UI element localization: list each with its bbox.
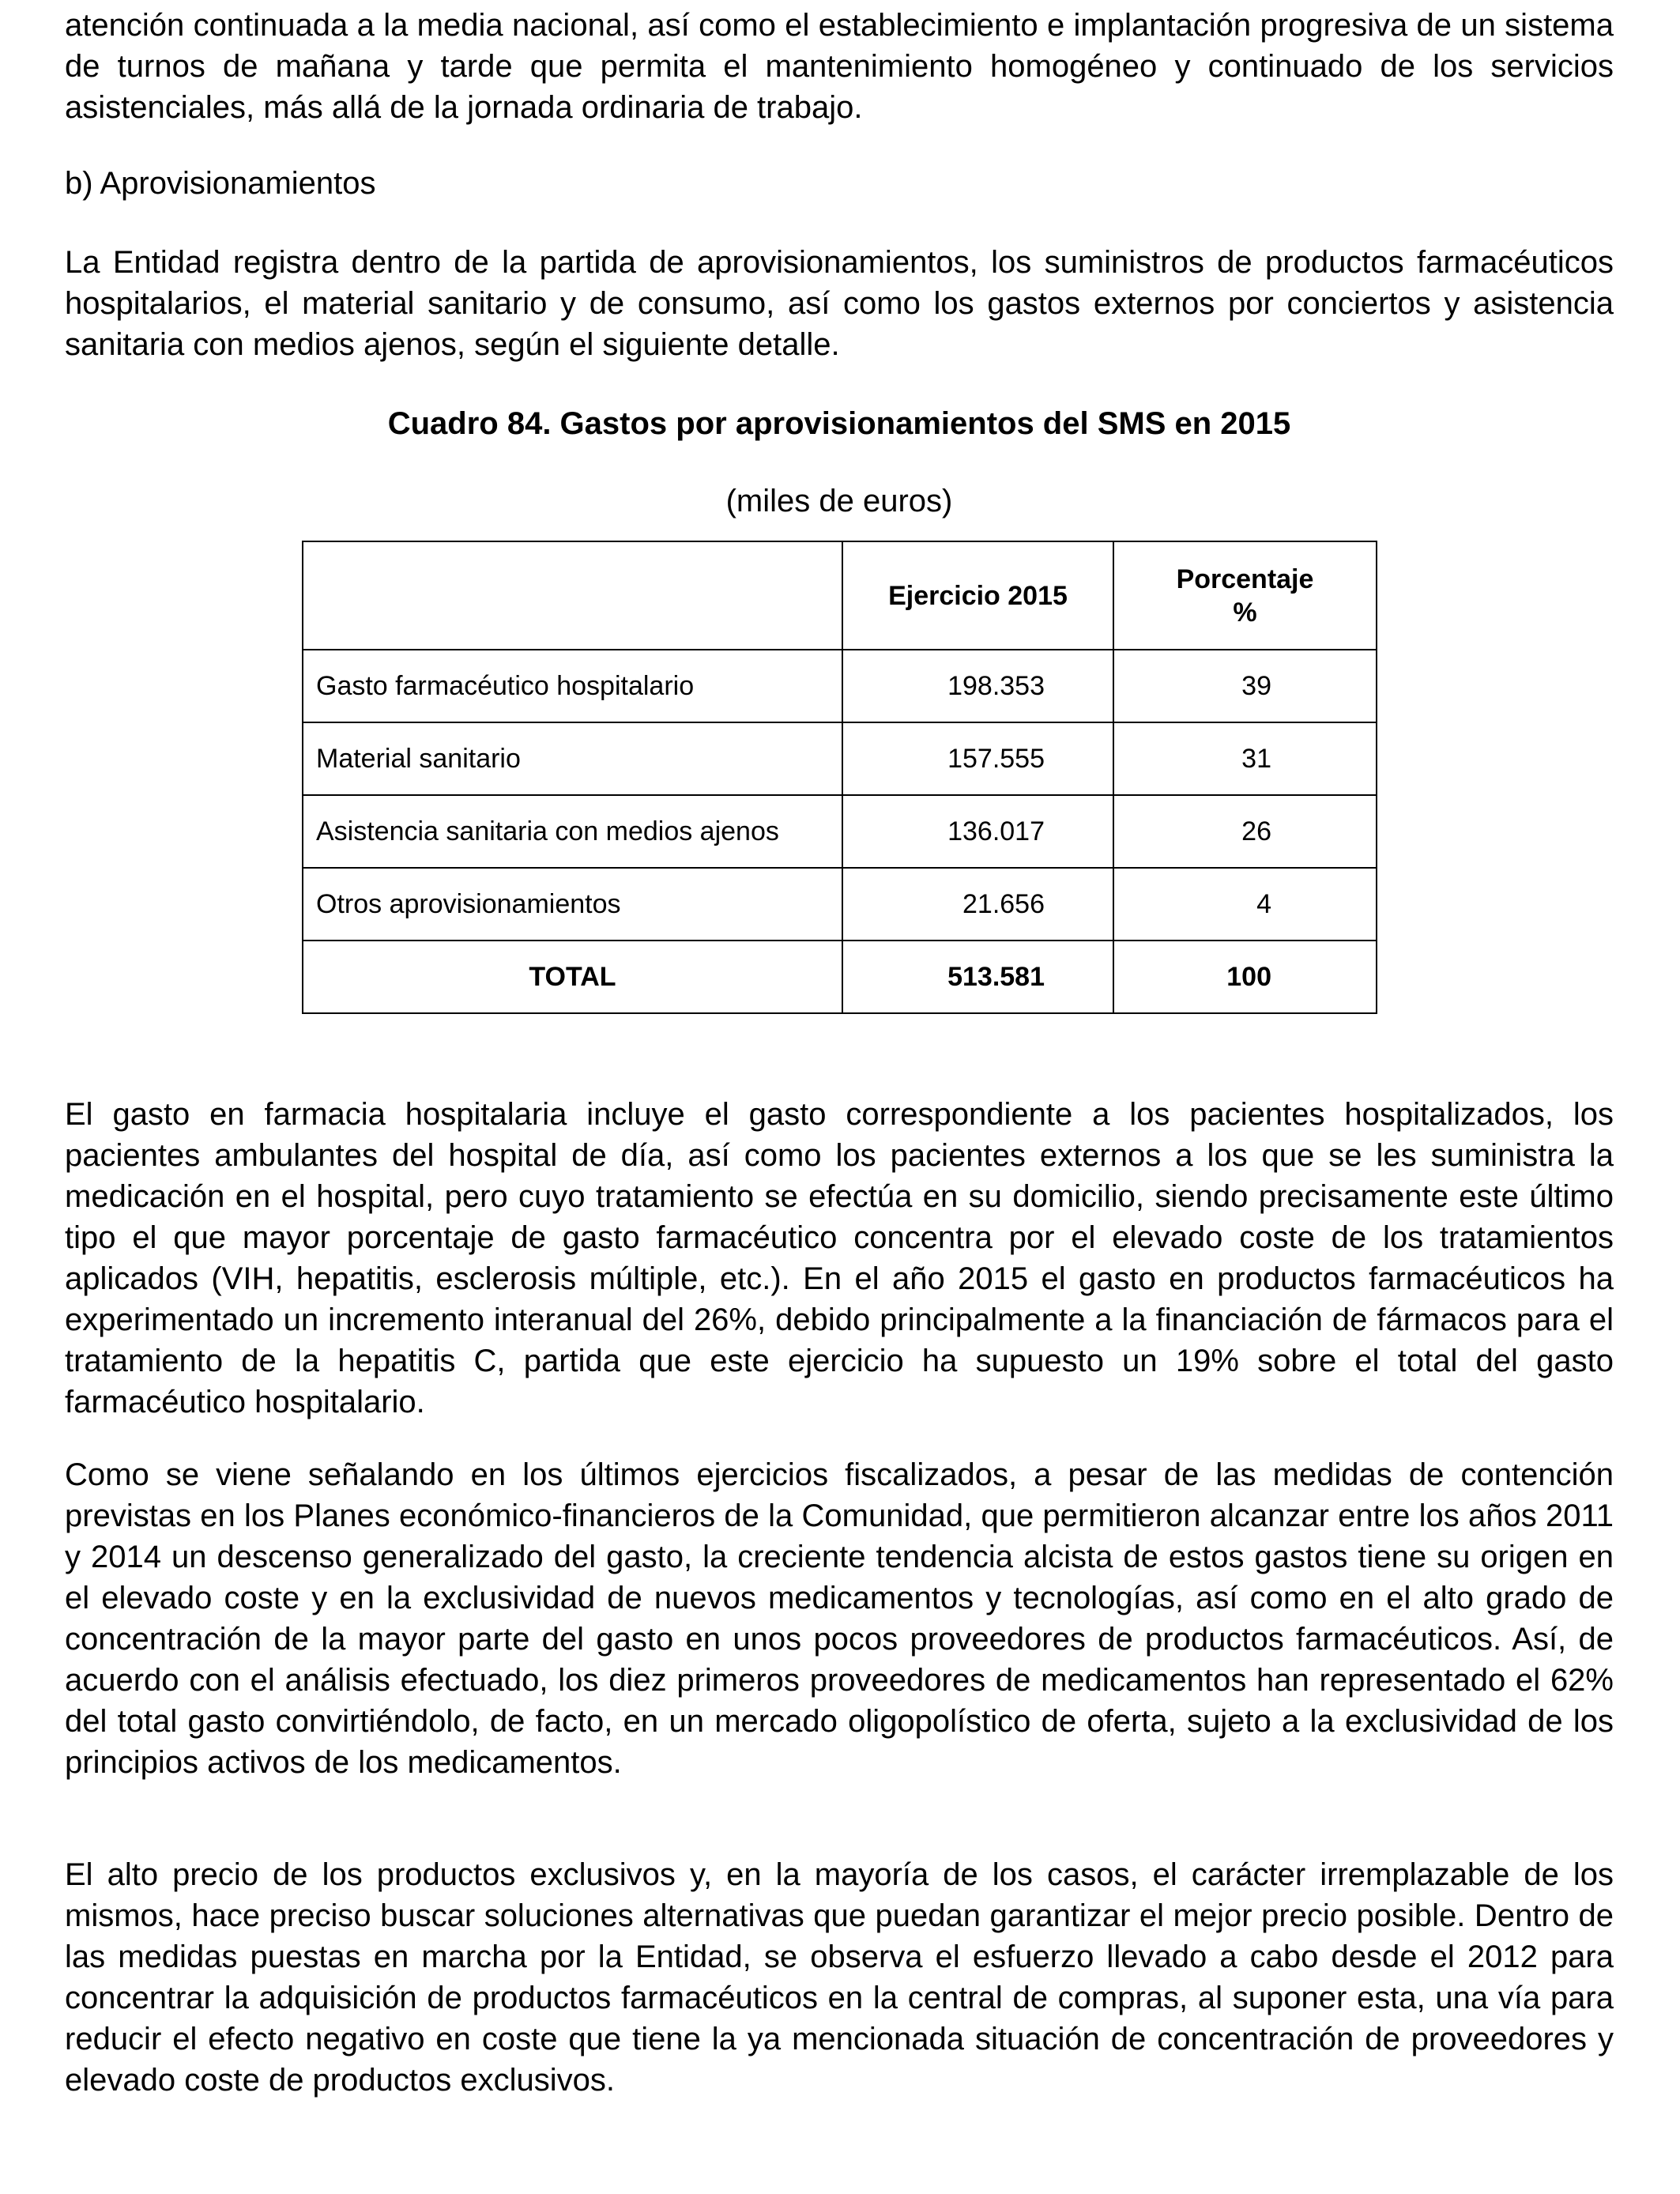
- paragraph-aprovisionamientos: La Entidad registra dentro de la partida de aprovisionamientos, los suministros de productos farmacéuticos hospitalarios, el material sanitario y de consumo, así como los gastos externos por conciertos y asistencia sanitaria con medios ajenos, según el siguiente detalle.: [65, 245, 1614, 362]
- paragraph-precio: El alto precio de los productos exclusivos y, en la mayoría de los casos, el carácter irremplazable de los mismos, hace preciso buscar soluciones alternativas que puedan garantizar el mejor precio posible. Dentro de las medidas puestas en marcha por la Entidad, se observa el esfuerzo llevado a cabo desde el 2012 para concentrar la adquisición de productos farmacéuticos en la central de compras, al suponer esta, una vía para reducir el efecto negativo en coste que tiene la ya mencionada situación de concentración de proveedores y elevado coste de productos exclusivos.: [65, 1857, 1614, 2098]
- header-porcentaje-label: Porcentaje %: [1176, 564, 1314, 628]
- table-subtitle: (miles de euros): [725, 484, 953, 518]
- table-title: Cuadro 84. Gastos por aprovisionamientos del SMS en 2015: [387, 406, 1291, 441]
- row-label: Otros aprovisionamientos: [303, 868, 842, 941]
- paragraph-intro: atención continuada a la media nacional, así como el establecimiento e implantación progresiva de un sistema de turnos de mañana y tarde que permita el mantenimiento homogéneo y continuado de los servicios asistenciales, más allá de la jornada ordinaria de trabajo.: [65, 8, 1614, 125]
- row-ejercicio: 21.656: [842, 868, 1113, 941]
- row-porcentaje: 26: [1113, 795, 1377, 868]
- header-porcentaje: [1113, 541, 1377, 650]
- paragraph-ejercicios: Como se viene señalando en los últimos ejercicios fiscalizados, a pesar de las medidas de contención previstas en los Planes económico-financieros de la Comunidad, que permitieron alcanzar entre los años 2011 y 2014 un descenso generalizado del gasto, la creciente tendencia alcista de estos gastos tiene su origen en el elevado coste y en la exclusividad de nuevos medicamentos y tecnologías, así como en el alto grado de concentración de la mayor parte del gasto en unos pocos proveedores de productos farmacéuticos. Así, de acuerdo con el análisis efectuado, los diez primeros proveedores de medicamentos han representado el 62% del total gasto convirtiéndolo, de facto, en un mercado oligopolístico de oferta, sujeto a la exclusividad de los principios activos de los medicamentos.: [65, 1457, 1614, 1780]
- header-empty-cell: [303, 541, 842, 650]
- section-heading: b) Aprovisionamientos: [65, 166, 376, 201]
- total-porcentaje: 100: [1113, 941, 1377, 1013]
- row-ejercicio: 198.353: [842, 650, 1113, 722]
- row-label: Asistencia sanitaria con medios ajenos: [303, 795, 842, 868]
- paragraph-farmacia: El gasto en farmacia hospitalaria incluye el gasto correspondiente a los pacientes hospitalizados, los pacientes ambulantes del hospital de día, así como los pacientes externos a los que se les suministra la medicación en el hospital, pero cuyo tratamiento se efectúa en su domicilio, siendo precisamente este último tipo el que mayor porcentaje de gasto farmacéutico concentra por el elevado coste de los tratamientos aplicados (VIH, hepatitis, esclerosis múltiple, etc.). En el año 2015 el gasto en productos farmacéuticos ha experimentado un incremento interanual del 26%, debido principalmente a la financiación de fármacos para el tratamiento de la hepatitis C, partida que este ejercicio ha supuesto un 19% sobre el total del gasto farmacéutico hospitalario.: [65, 1097, 1614, 1419]
- row-ejercicio: 136.017: [842, 795, 1113, 868]
- table-header-row: [303, 541, 1377, 650]
- header-ejercicio: Ejercicio 2015: [842, 541, 1113, 650]
- row-porcentaje: 39: [1113, 650, 1377, 722]
- row-label: Material sanitario: [303, 722, 842, 795]
- total-ejercicio: 513.581: [842, 941, 1113, 1013]
- row-ejercicio: 157.555: [842, 722, 1113, 795]
- row-porcentaje: 31: [1113, 722, 1377, 795]
- table-row: [303, 795, 1377, 868]
- row-porcentaje: 4: [1113, 868, 1377, 941]
- table-row: [303, 650, 1377, 722]
- table-row: [303, 722, 1377, 795]
- total-label: TOTAL: [303, 941, 842, 1013]
- table-total-row: [303, 941, 1377, 1013]
- expenses-table: [302, 541, 1377, 1014]
- row-label: Gasto farmacéutico hospitalario: [303, 650, 842, 722]
- table-row: [303, 868, 1377, 941]
